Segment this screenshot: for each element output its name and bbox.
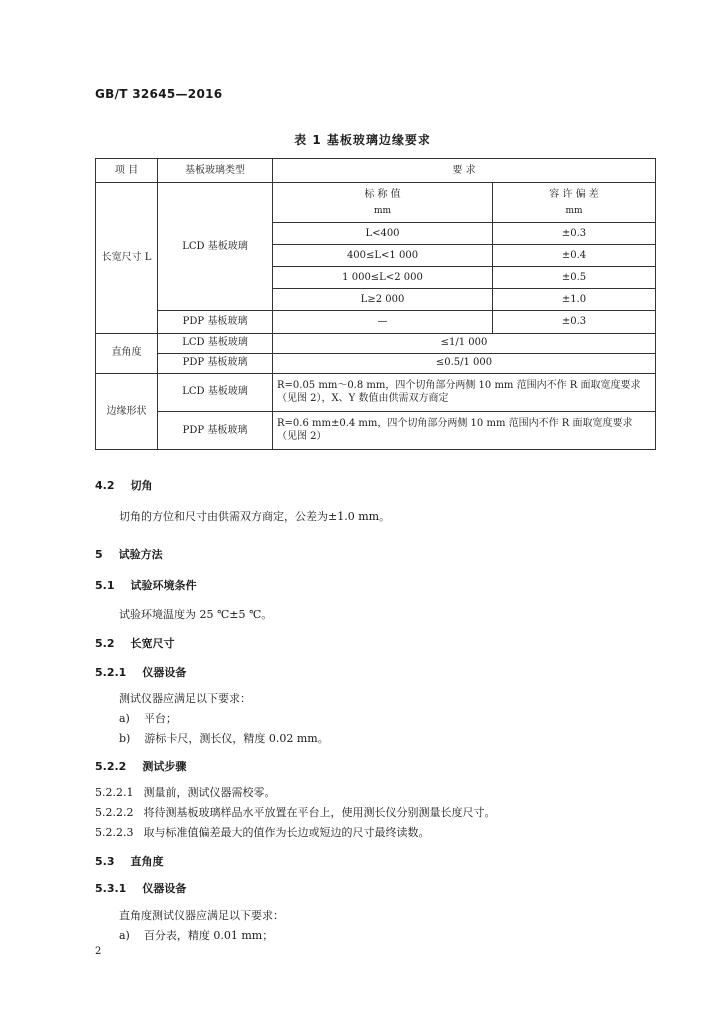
pdp-glass-label-squareness: PDP 基板玻璃 (158, 353, 273, 373)
row-label-edge-shape: 边缘形状 (96, 373, 158, 449)
size-tolerance: ±1.0 (493, 289, 656, 311)
section-title: 仪器设备 (142, 666, 187, 679)
table-title: 表 1 基板玻璃边缘要求 (294, 133, 431, 147)
list-text: 游标卡尺，测长仪，精度 0.02 mm。 (144, 732, 329, 745)
section-number: 5.3 (95, 855, 115, 868)
clause-text: 取与标准值偏差最大的值作为长边或短边的尺寸最终读数。 (143, 826, 430, 839)
squareness-pdp-value: ≤0.5/1 000 (273, 353, 656, 373)
list-text: 百分表，精度 0.01 mm； (143, 929, 274, 942)
section-number: 5.2.1 (95, 666, 127, 679)
list-item (119, 730, 329, 746)
section-title: 试验环境条件 (130, 579, 197, 592)
section-heading-5 (95, 546, 163, 562)
edge-lcd-requirement: R=0.05 mm～0.8 mm，四个切角部分两侧 10 mm 范围内不作 R 面取宽度要求（见图 2），X、Y 数值由供需双方商定 (273, 373, 656, 411)
size-tolerance: ±0.4 (493, 245, 656, 267)
lcd-glass-label-size: LCD 基板玻璃 (158, 183, 273, 311)
section-heading-4-2 (95, 477, 153, 493)
squareness-lcd-value: ≤1/1 000 (273, 333, 656, 353)
section-title: 测试步骤 (142, 760, 187, 773)
clause (95, 824, 429, 840)
clause-text: 将待测基板玻璃样品水平放置在平台上，使用测长仪分别测量长度尺寸。 (143, 806, 496, 819)
section-number: 5 (95, 548, 103, 561)
size-nominal: L≥2 000 (273, 289, 493, 311)
paragraph: 测试仪器应满足以下要求： (119, 692, 251, 705)
section-number: 5.3.1 (95, 882, 127, 895)
section-heading-5-2-1 (95, 664, 186, 680)
subheader-tolerance (493, 183, 656, 223)
section-title: 长宽尺寸 (130, 637, 175, 650)
header-item: 项 目 (96, 159, 158, 183)
clause (95, 784, 275, 800)
standard-code: GB/T 32645—2016 (95, 87, 223, 101)
tolerance-label: 容 许 偏 差 (549, 189, 599, 201)
list-item (119, 927, 273, 943)
size-tolerance: ±0.5 (493, 267, 656, 289)
section-number: 5.2.2 (95, 760, 127, 773)
list-text: 平台； (143, 712, 177, 725)
pdp-glass-label-edge: PDP 基板玻璃 (158, 411, 273, 449)
section-number: 4.2 (95, 479, 115, 492)
section-number: 5.2 (95, 637, 115, 650)
paragraph: 切角的方位和尺寸由供需双方商定，公差为±1.0 mm。 (119, 510, 391, 523)
section-heading-5-2 (95, 635, 175, 651)
section-heading-5-2-2 (95, 758, 186, 774)
row-label-size: 长宽尺寸 L (96, 183, 158, 333)
header-glass-type: 基板玻璃类型 (158, 159, 273, 183)
section-title: 仪器设备 (142, 882, 187, 895)
clause-number: 5.2.2.1 (95, 786, 134, 799)
list-label: b) (119, 732, 131, 745)
tolerance-unit: mm (565, 205, 583, 216)
clause-number: 5.2.2.2 (95, 806, 134, 819)
nominal-label: 标 称 值 (364, 189, 401, 201)
subheader-nominal (273, 183, 493, 223)
nominal-unit: mm (373, 205, 392, 216)
paragraph: 试验环境温度为 25 ℃±5 ℃。 (119, 608, 273, 621)
section-heading-5-3 (95, 853, 164, 869)
lcd-glass-label-edge: LCD 基板玻璃 (158, 373, 273, 411)
pdp-size-tolerance: ±0.3 (493, 311, 656, 333)
list-item (119, 710, 177, 726)
clause (95, 804, 495, 820)
size-nominal: L<400 (273, 223, 493, 245)
section-title: 直角度 (130, 855, 164, 868)
edge-pdp-requirement: R=0.6 mm±0.4 mm，四个切角部分两侧 10 mm 范围内不作 R 面取宽度要求（见图 2） (273, 411, 656, 449)
section-title: 切角 (130, 479, 153, 492)
lcd-glass-label-squareness: LCD 基板玻璃 (158, 333, 273, 353)
section-heading-5-3-1 (95, 880, 186, 896)
clause-number: 5.2.2.3 (95, 826, 134, 839)
list-label: a) (119, 712, 130, 725)
section-number: 5.1 (95, 579, 115, 592)
pdp-glass-label-size: PDP 基板玻璃 (158, 311, 273, 333)
row-label-squareness: 直角度 (96, 333, 158, 373)
list-label: a) (119, 929, 130, 942)
section-title: 试验方法 (118, 548, 163, 561)
size-nominal: 1 000≤L<2 000 (273, 267, 493, 289)
section-heading-5-1 (95, 577, 197, 593)
size-nominal: 400≤L<1 000 (273, 245, 493, 267)
paragraph: 直角度测试仪器应满足以下要求： (119, 909, 284, 922)
pdp-size-nominal: — (273, 311, 493, 333)
glass-edge-requirements-table (95, 158, 656, 450)
header-requirement: 要 求 (273, 159, 656, 183)
page-number: 2 (95, 946, 102, 957)
size-tolerance: ±0.3 (493, 223, 656, 245)
clause-text: 测量前，测试仪器需校零。 (143, 786, 276, 799)
